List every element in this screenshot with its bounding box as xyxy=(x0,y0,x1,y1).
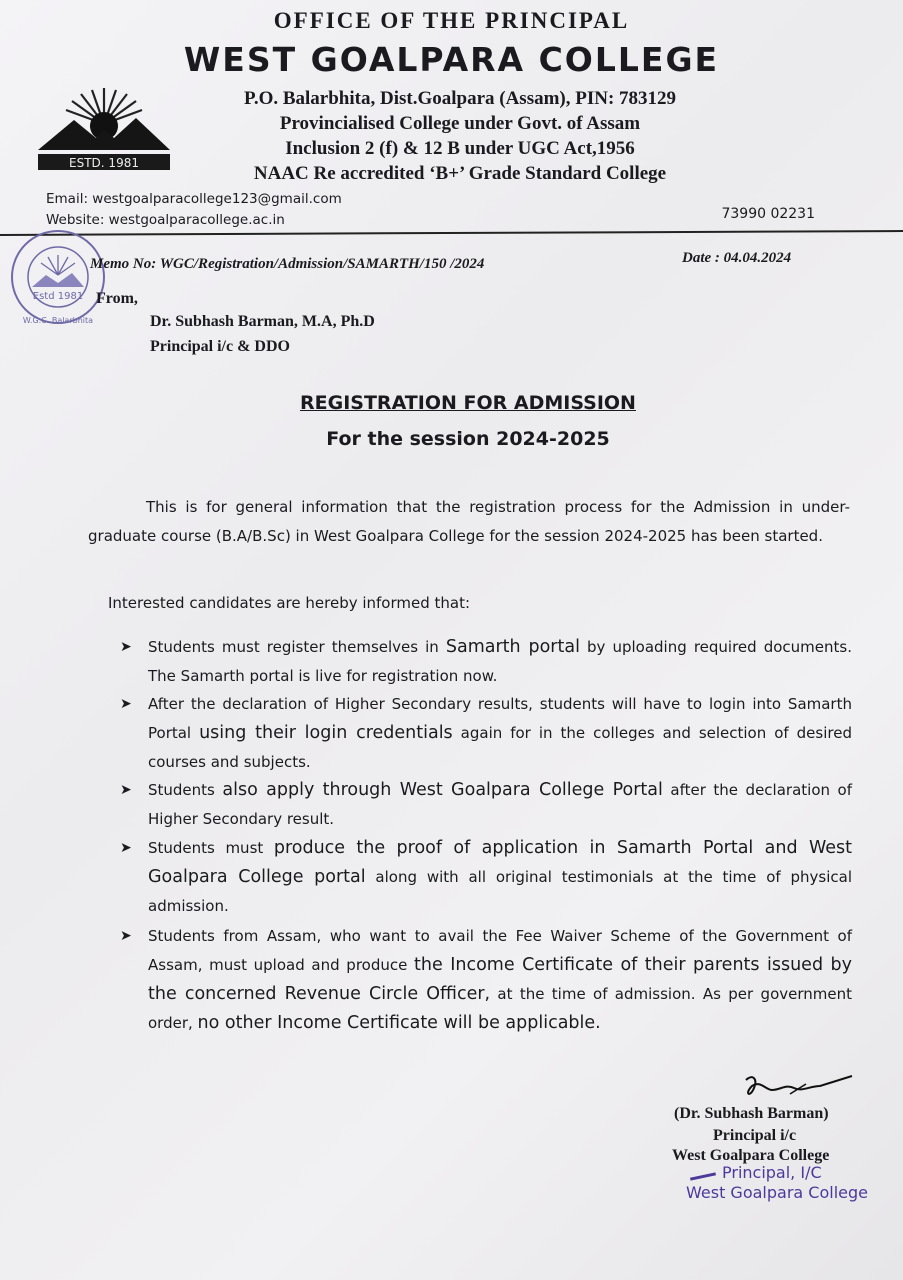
seal-dash-icon xyxy=(690,1172,716,1180)
signatory-title: Principal i/c xyxy=(713,1127,797,1144)
list-item: ➤ Students from Assam, who want to avail the Fee Waiver Scheme of the Government of Assam, must upload and produce the Income Certificate of their parents issued by the concerned Revenue Circle Officer, at the time of admission. As per government order, no other Income Certificate will be applicable. xyxy=(120,922,852,1038)
lead-line: Interested candidates are hereby informed that: xyxy=(108,594,471,612)
seal-title: Principal, I/C xyxy=(722,1163,822,1182)
college-phone: 73990 02231 xyxy=(721,206,815,222)
sender-title: Principal i/c & DDO xyxy=(150,338,290,355)
arrow-bullet-icon: ➤ xyxy=(120,782,132,798)
ugc-line: Inclusion 2 (f) & 12 B under UGC Act,1956 xyxy=(285,138,635,159)
office-title: OFFICE OF THE PRINCIPAL xyxy=(273,8,630,33)
from-label: From, xyxy=(96,290,138,307)
address-line: P.O. Balarbhita, Dist.Goalpara (Assam), PIN: 783129 xyxy=(243,88,677,109)
svg-text:ESTD. 1981: ESTD. 1981 xyxy=(69,156,139,170)
arrow-bullet-icon: ➤ xyxy=(120,639,132,655)
list-item: ➤ Students also apply through West Goalpara College Portal after the declaration of Higher Secondary result. xyxy=(120,776,852,834)
signatory-name: (Dr. Subhash Barman) xyxy=(674,1105,829,1122)
signatory-college: West Goalpara College xyxy=(672,1147,830,1164)
list-item: ➤ Students must register themselves in Samarth portal by uploading required documents. The Samarth portal is live for registration now. xyxy=(120,633,852,691)
sender-name: Dr. Subhash Barman, M.A, Ph.D xyxy=(150,313,375,330)
notice-date: Date : 04.04.2024 xyxy=(682,250,792,266)
list-item: ➤ After the declaration of Higher Secondary results, students will have to login into Samarth Portal using their login credentials again for in the colleges and selection of desired courses and subjects. xyxy=(120,690,852,777)
seal-college: West Goalpara College xyxy=(686,1183,868,1202)
college-logo-icon xyxy=(36,84,172,174)
notice-heading: REGISTRATION FOR ADMISSION xyxy=(300,392,636,414)
svg-text:W.G.C. Balarbhita: W.G.C. Balarbhita xyxy=(22,316,94,325)
govt-line: Provincialised College under Govt. of Assam xyxy=(279,113,641,134)
college-name: WEST GOALPARA COLLEGE xyxy=(183,40,720,79)
header-divider xyxy=(0,230,903,236)
college-website: Website: westgoalparacollege.ac.in xyxy=(46,212,285,228)
handwritten-signature-icon xyxy=(740,1072,855,1106)
intro-paragraph: This is for general information that the registration process for the Admission in under-graduate course (B.A/B.Sc) in West Goalpara College for the session 2024-2025 has been started. xyxy=(88,498,850,545)
memo-number: Memo No: WGC/Registration/Admission/SAMARTH/150 /2024 xyxy=(90,256,485,272)
arrow-bullet-icon: ➤ xyxy=(120,840,132,856)
arrow-bullet-icon: ➤ xyxy=(120,696,132,712)
arrow-bullet-icon: ➤ xyxy=(120,928,132,944)
notice-subheading: For the session 2024-2025 xyxy=(326,428,610,450)
college-stamp-icon xyxy=(6,225,110,329)
naac-line: NAAC Re accredited ‘B+’ Grade Standard College xyxy=(253,163,667,184)
svg-text:Estd 1981: Estd 1981 xyxy=(32,291,84,302)
list-item: ➤ Students must produce the proof of application in Samarth Portal and West Goalpara College portal along with all original testimonials at the time of physical admission. xyxy=(120,834,852,921)
college-email: Email: westgoalparacollege123@gmail.com xyxy=(46,191,342,207)
